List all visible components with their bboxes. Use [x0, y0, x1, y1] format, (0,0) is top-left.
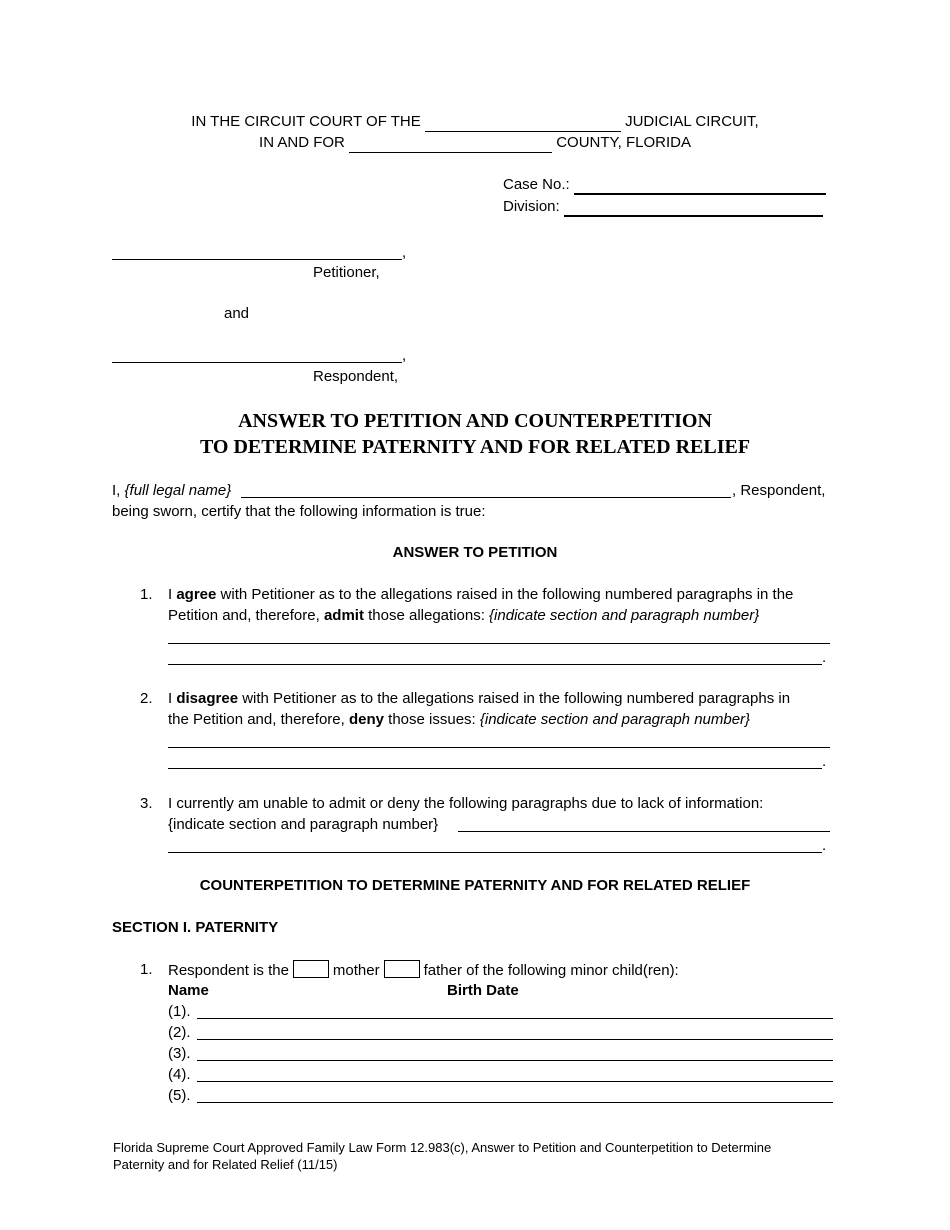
child-row-2-label: (2). [168, 1024, 191, 1041]
child-row-4-line[interactable] [197, 1081, 833, 1082]
child-row-3-label: (3). [168, 1045, 191, 1062]
item-2-number: 2. [140, 690, 153, 707]
full-legal-name-hint: {full legal name} [124, 482, 232, 499]
intro-line-1: I, {full legal name} [112, 482, 232, 499]
child-row-2-line[interactable] [197, 1039, 833, 1040]
answer-heading: ANSWER TO PETITION [392, 544, 558, 561]
intro-line-2: being sworn, certify that the following information is true: [112, 503, 486, 520]
petitioner-label: Petitioner, [313, 264, 380, 281]
child-row-4-label: (4). [168, 1066, 191, 1083]
item-1-answer-line-1[interactable] [168, 643, 830, 644]
and-label: and [224, 305, 250, 322]
form-page: IN THE CIRCUIT COURT OF THE JUDICIAL CIRCUIT, IN AND FOR COUNTY, FLORIDA Case No.: Division: , Petitioner, and , Respondent, ANSWER TO PETITION AND COUNTERPETITION TO DETERMINE PATERNITY AND FOR RELATED RELIEF I, {full legal name} , Respondent, being sworn, certify that the following information is true: ANSWER TO PETITION 1. I agree with Petitioner as to the allegations raised in the following numbered paragraphs in the Petition and, therefore, admit those allegations: {indicate section and paragraph number} . 2. I disagree with Petitioner as to the allegations raised in the following numbered paragraphs in the Petition and, therefore, deny those issues: {indicate section and paragraph number} . 3. I currently am unable to admit or deny the following paragraphs due to lack of information: {indicate section and paragraph number} . COUNTERPETITION TO DETERMINE PATERNITY AND FOR RELATED RELIEF SECTION I. PATERNITY 1. Respondent is the mother father of the following minor child(ren): Name Birth Date (1). (2). (3). (4). (5). Florida Supreme Court Approved Family Law Form 12.983(c), Answer to Petition and Counterpetition to Determine Paternity and for Related Relief (11/15) [0, 0, 950, 1230]
form-title-line-1: ANSWER TO PETITION AND COUNTERPETITION [238, 410, 712, 432]
county-blank[interactable] [349, 152, 552, 153]
respondent-name-line[interactable] [112, 362, 402, 363]
item-2-line-2: the Petition and, therefore, deny those issues: {indicate section and paragraph number} [168, 711, 751, 728]
case-no-field[interactable] [574, 193, 826, 195]
respondent-label: Respondent, [313, 368, 399, 385]
father-checkbox[interactable] [384, 960, 420, 978]
item-3-answer-line-1[interactable] [458, 831, 830, 832]
item-3-line-1: I currently am unable to admit or deny the following paragraphs due to lack of information: [168, 795, 764, 812]
court-line-2: IN AND FOR COUNTY, FLORIDA [259, 134, 691, 151]
item-3-number: 3. [140, 795, 153, 812]
case-no-row: Case No.: [503, 175, 826, 195]
birth-date-column-header: Birth Date [447, 982, 519, 999]
item-1-line-2: Petition and, therefore, admit those allegations: {indicate section and paragraph number} [168, 607, 760, 624]
mother-checkbox[interactable] [293, 960, 329, 978]
item-2-line-1: I disagree with Petitioner as to the allegations raised in the following numbered paragraphs in [168, 690, 791, 707]
item-2-answer-line-1[interactable] [168, 747, 830, 748]
name-column-header: Name [168, 982, 209, 999]
footer-line-2: Paternity and for Related Relief (11/15) [113, 1157, 338, 1172]
item-3-answer-line-2[interactable] [168, 852, 822, 853]
item-1-answer-line-2[interactable] [168, 664, 822, 665]
full-legal-name-field[interactable] [241, 497, 731, 498]
petitioner-name-line[interactable] [112, 259, 402, 260]
circuit-blank[interactable] [425, 131, 621, 132]
item-3-line-2: {indicate section and paragraph number} [168, 816, 439, 833]
section-1-heading: SECTION I. PATERNITY [112, 919, 279, 936]
footer-line-1: Florida Supreme Court Approved Family Law Form 12.983(c), Answer to Petition and Counterpetition to Determine [113, 1140, 772, 1155]
child-row-5-label: (5). [168, 1087, 191, 1104]
child-row-3-line[interactable] [197, 1060, 833, 1061]
parent-role-row: Respondent is the mother father of the following minor child(ren): [168, 962, 679, 979]
section-1-item-number: 1. [140, 961, 153, 978]
division-row: Division: [503, 197, 823, 217]
form-title-line-2: TO DETERMINE PATERNITY AND FOR RELATED RELIEF [199, 436, 751, 458]
child-row-1-line[interactable] [197, 1018, 833, 1019]
child-row-1-label: (1). [168, 1003, 191, 1020]
item-1-number: 1. [140, 586, 153, 603]
item-2-answer-line-2[interactable] [168, 768, 822, 769]
item-1-line-1: I agree with Petitioner as to the allegations raised in the following numbered paragraphs in the [168, 586, 794, 603]
counterpetition-heading: COUNTERPETITION TO DETERMINE PATERNITY AND FOR RELATED RELIEF [199, 877, 751, 894]
court-line-1: IN THE CIRCUIT COURT OF THE JUDICIAL CIRCUIT, [191, 113, 759, 130]
division-field[interactable] [564, 215, 823, 217]
child-row-5-line[interactable] [197, 1102, 833, 1103]
